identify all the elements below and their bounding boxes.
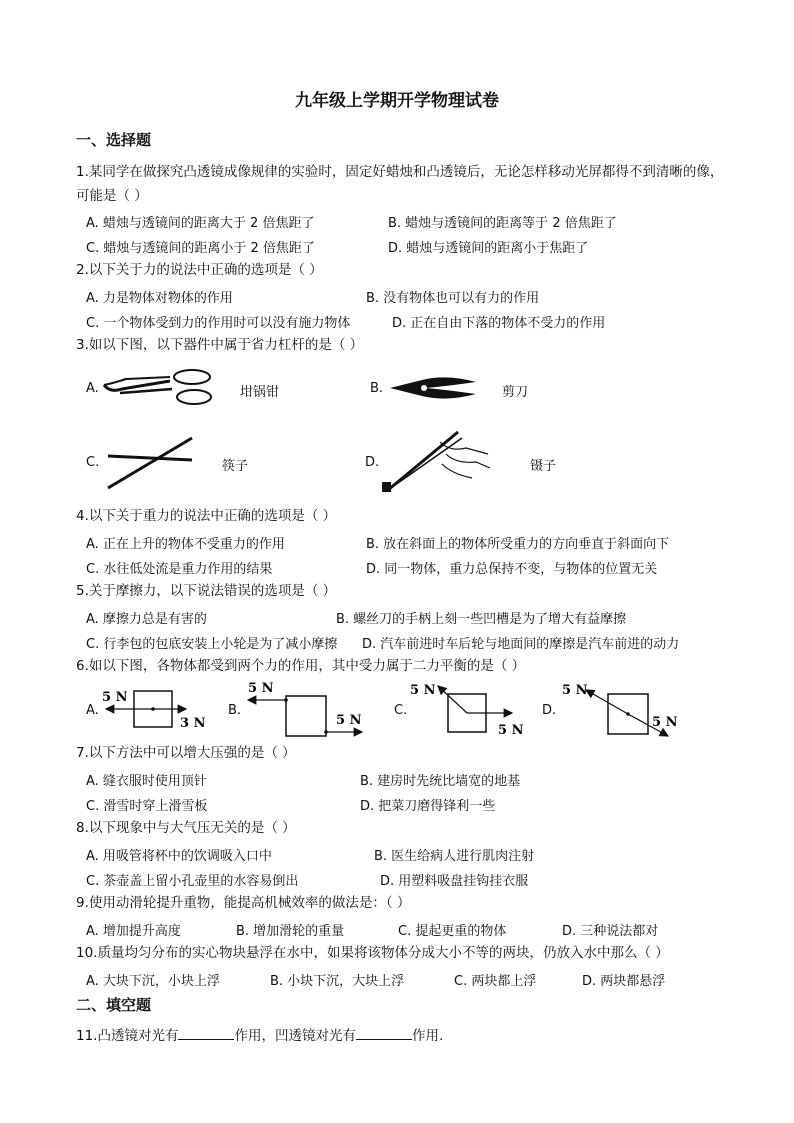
section-heading-choice: 一、选择题 (76, 131, 152, 149)
question-10-stem: 10.质量均匀分布的实心物块悬浮在水中，如果将该物体分成大小不等的两块，仍放入水中那么（ ） (76, 945, 669, 961)
q8-option-b[interactable]: B. 医生给病人进行肌肉注射 (374, 849, 535, 864)
q10-option-d[interactable]: D. 两块都悬浮 (582, 974, 666, 989)
force-label: 5 N (652, 715, 678, 730)
q9-option-a[interactable]: A. 增加提升高度 (86, 924, 181, 939)
q8-option-a[interactable]: A. 用吸管将杯中的饮调吸入口中 (86, 849, 272, 864)
force-label: 5 N (410, 683, 436, 698)
q10-option-a[interactable]: A. 大块下沉，小块上浮 (86, 974, 220, 989)
q3-caption-a: 坩锅钳 (240, 385, 280, 400)
q7-option-c[interactable]: C. 滑雪时穿上滑雪板 (86, 799, 208, 814)
q3-option-a[interactable]: A. (86, 381, 99, 396)
q9-option-b[interactable]: B. 增加滑轮的重量 (236, 924, 345, 939)
q10-option-b[interactable]: B. 小块下沉，大块上浮 (270, 974, 405, 989)
q4-option-a[interactable]: A. 正在上升的物体不受重力的作用 (86, 537, 285, 552)
q1-option-c[interactable]: C. 蜡烛与透镜间的距离小于 2 倍焦距了 (86, 241, 315, 256)
q3-option-c[interactable]: C. (86, 455, 100, 470)
q6-option-b[interactable]: B. (228, 703, 242, 718)
q3-option-d[interactable]: D. (365, 455, 380, 470)
q5-option-c[interactable]: C. 行李包的包底安装上小轮是为了减小摩擦 (86, 637, 338, 652)
q6-option-a[interactable]: A. (86, 703, 99, 718)
question-4-stem: 4.以下关于重力的说法中正确的选项是（ ） (76, 508, 337, 524)
question-2-stem: 2.以下关于力的说法中正确的选项是（ ） (76, 262, 323, 278)
q7-option-b[interactable]: B. 建房时先统比墙宽的地基 (360, 774, 521, 789)
q7-option-d[interactable]: D. 把菜刀磨得锋利一些 (360, 799, 496, 814)
q1-option-b[interactable]: B. 蜡烛与透镜间的距离等于 2 倍焦距了 (388, 216, 617, 231)
question-3-stem: 3.如以下图，以下器件中属于省力杠杆的是（ ） (76, 337, 364, 353)
answer-blank-2[interactable] (356, 1027, 412, 1040)
q2-option-d[interactable]: D. 正在自由下落的物体不受力的作用 (392, 316, 606, 331)
q2-option-b[interactable]: B. 没有物体也可以有力的作用 (366, 291, 540, 306)
force-label: 5 N (102, 690, 128, 705)
q2-option-a[interactable]: A. 力是物体对物体的作用 (86, 291, 233, 306)
question-8-stem: 8.以下现象中与大气压无关的是（ ） (76, 820, 296, 836)
q7-option-a[interactable]: A. 缝衣服时使用顶针 (86, 774, 207, 789)
q2-option-c[interactable]: C. 一个物体受到力的作用时可以没有施力物体 (86, 316, 351, 331)
force-label: 5 N (498, 723, 523, 738)
q6-option-c[interactable]: C. (394, 703, 408, 718)
page-title: 九年级上学期开学物理试卷 (295, 91, 499, 111)
q9-option-c[interactable]: C. 提起更重的物体 (398, 924, 507, 939)
q5-option-b[interactable]: B. 螺丝刀的手柄上刻一些凹槽是为了增大有益摩擦 (336, 612, 627, 627)
q3-caption-b: 剪刀 (502, 385, 529, 400)
force-label: 5 N (562, 683, 588, 698)
q11-text-end: 作用. (411, 1028, 444, 1044)
chopsticks-image (104, 434, 196, 492)
q9-option-d[interactable]: D. 三种说法都对 (562, 924, 659, 939)
force-label: 3 N (180, 716, 206, 731)
q4-option-b[interactable]: B. 放在斜面上的物体所受重力的方向垂直于斜面向下 (366, 537, 670, 552)
section-heading-fill: 二、填空题 (76, 996, 152, 1014)
q10-option-c[interactable]: C. 两块都上浮 (454, 974, 537, 989)
force-label: 5 N (248, 681, 274, 696)
q1-option-a[interactable]: A. 蜡烛与透镜间的距离大于 2 倍焦距了 (86, 216, 315, 231)
q11-text-middle: 作用，凹透镜对光有 (234, 1028, 356, 1044)
q5-option-d[interactable]: D. 汽车前进时车后轮与地面间的摩擦是汽车前进的动力 (362, 637, 680, 652)
q11-text-start: 11.凸透镜对光有 (76, 1028, 179, 1044)
q3-caption-c: 筷子 (222, 459, 249, 474)
question-11 (76, 1024, 443, 1048)
question-7-stem: 7.以下方法中可以增大压强的是（ ） (76, 745, 296, 761)
force-diagram-a (100, 683, 210, 733)
q1-option-d[interactable]: D. 蜡烛与透镜间的距离小于焦距了 (388, 241, 589, 256)
question-6-stem: 6.如以下图，各物体都受到两个力的作用，其中受力属于二力平衡的是（ ） (76, 658, 526, 674)
crucible-tongs-image (100, 367, 215, 412)
q8-option-d[interactable]: D. 用塑料吸盘挂钩挂衣服 (380, 874, 529, 889)
answer-blank-1[interactable] (178, 1027, 234, 1040)
question-1-stem: 1.某同学在做探究凸透镜成像规律的实验时，固定好蜡烛和凸透镜后，无论怎样移动光屏都得不到清晰的像，可能是（ ） (76, 164, 724, 204)
scissors-image (386, 372, 481, 402)
force-diagram-b (242, 680, 367, 740)
q3-caption-d: 镊子 (530, 459, 557, 474)
q6-option-d[interactable]: D. (542, 703, 557, 718)
tweezers-image (380, 424, 495, 499)
q8-option-c[interactable]: C. 茶壶盖上留小孔壶里的水容易倒出 (86, 874, 299, 889)
question-5-stem: 5.关于摩擦力，以下说法错误的选项是（ ） (76, 583, 337, 599)
q5-option-a[interactable]: A. 摩擦力总是有害的 (86, 612, 207, 627)
force-label: 5 N (336, 713, 362, 728)
question-9-stem: 9.使用动滑轮提升重物，能提高机械效率的做法是：（ ） (76, 895, 411, 911)
force-diagram-d (556, 678, 686, 740)
force-diagram-c (408, 680, 523, 740)
q4-option-c[interactable]: C. 水往低处流是重力作用的结果 (86, 562, 273, 577)
q4-option-d[interactable]: D. 同一物体，重力总保持不变，与物体的位置无关 (366, 562, 658, 577)
q3-option-b[interactable]: B. (370, 381, 384, 396)
